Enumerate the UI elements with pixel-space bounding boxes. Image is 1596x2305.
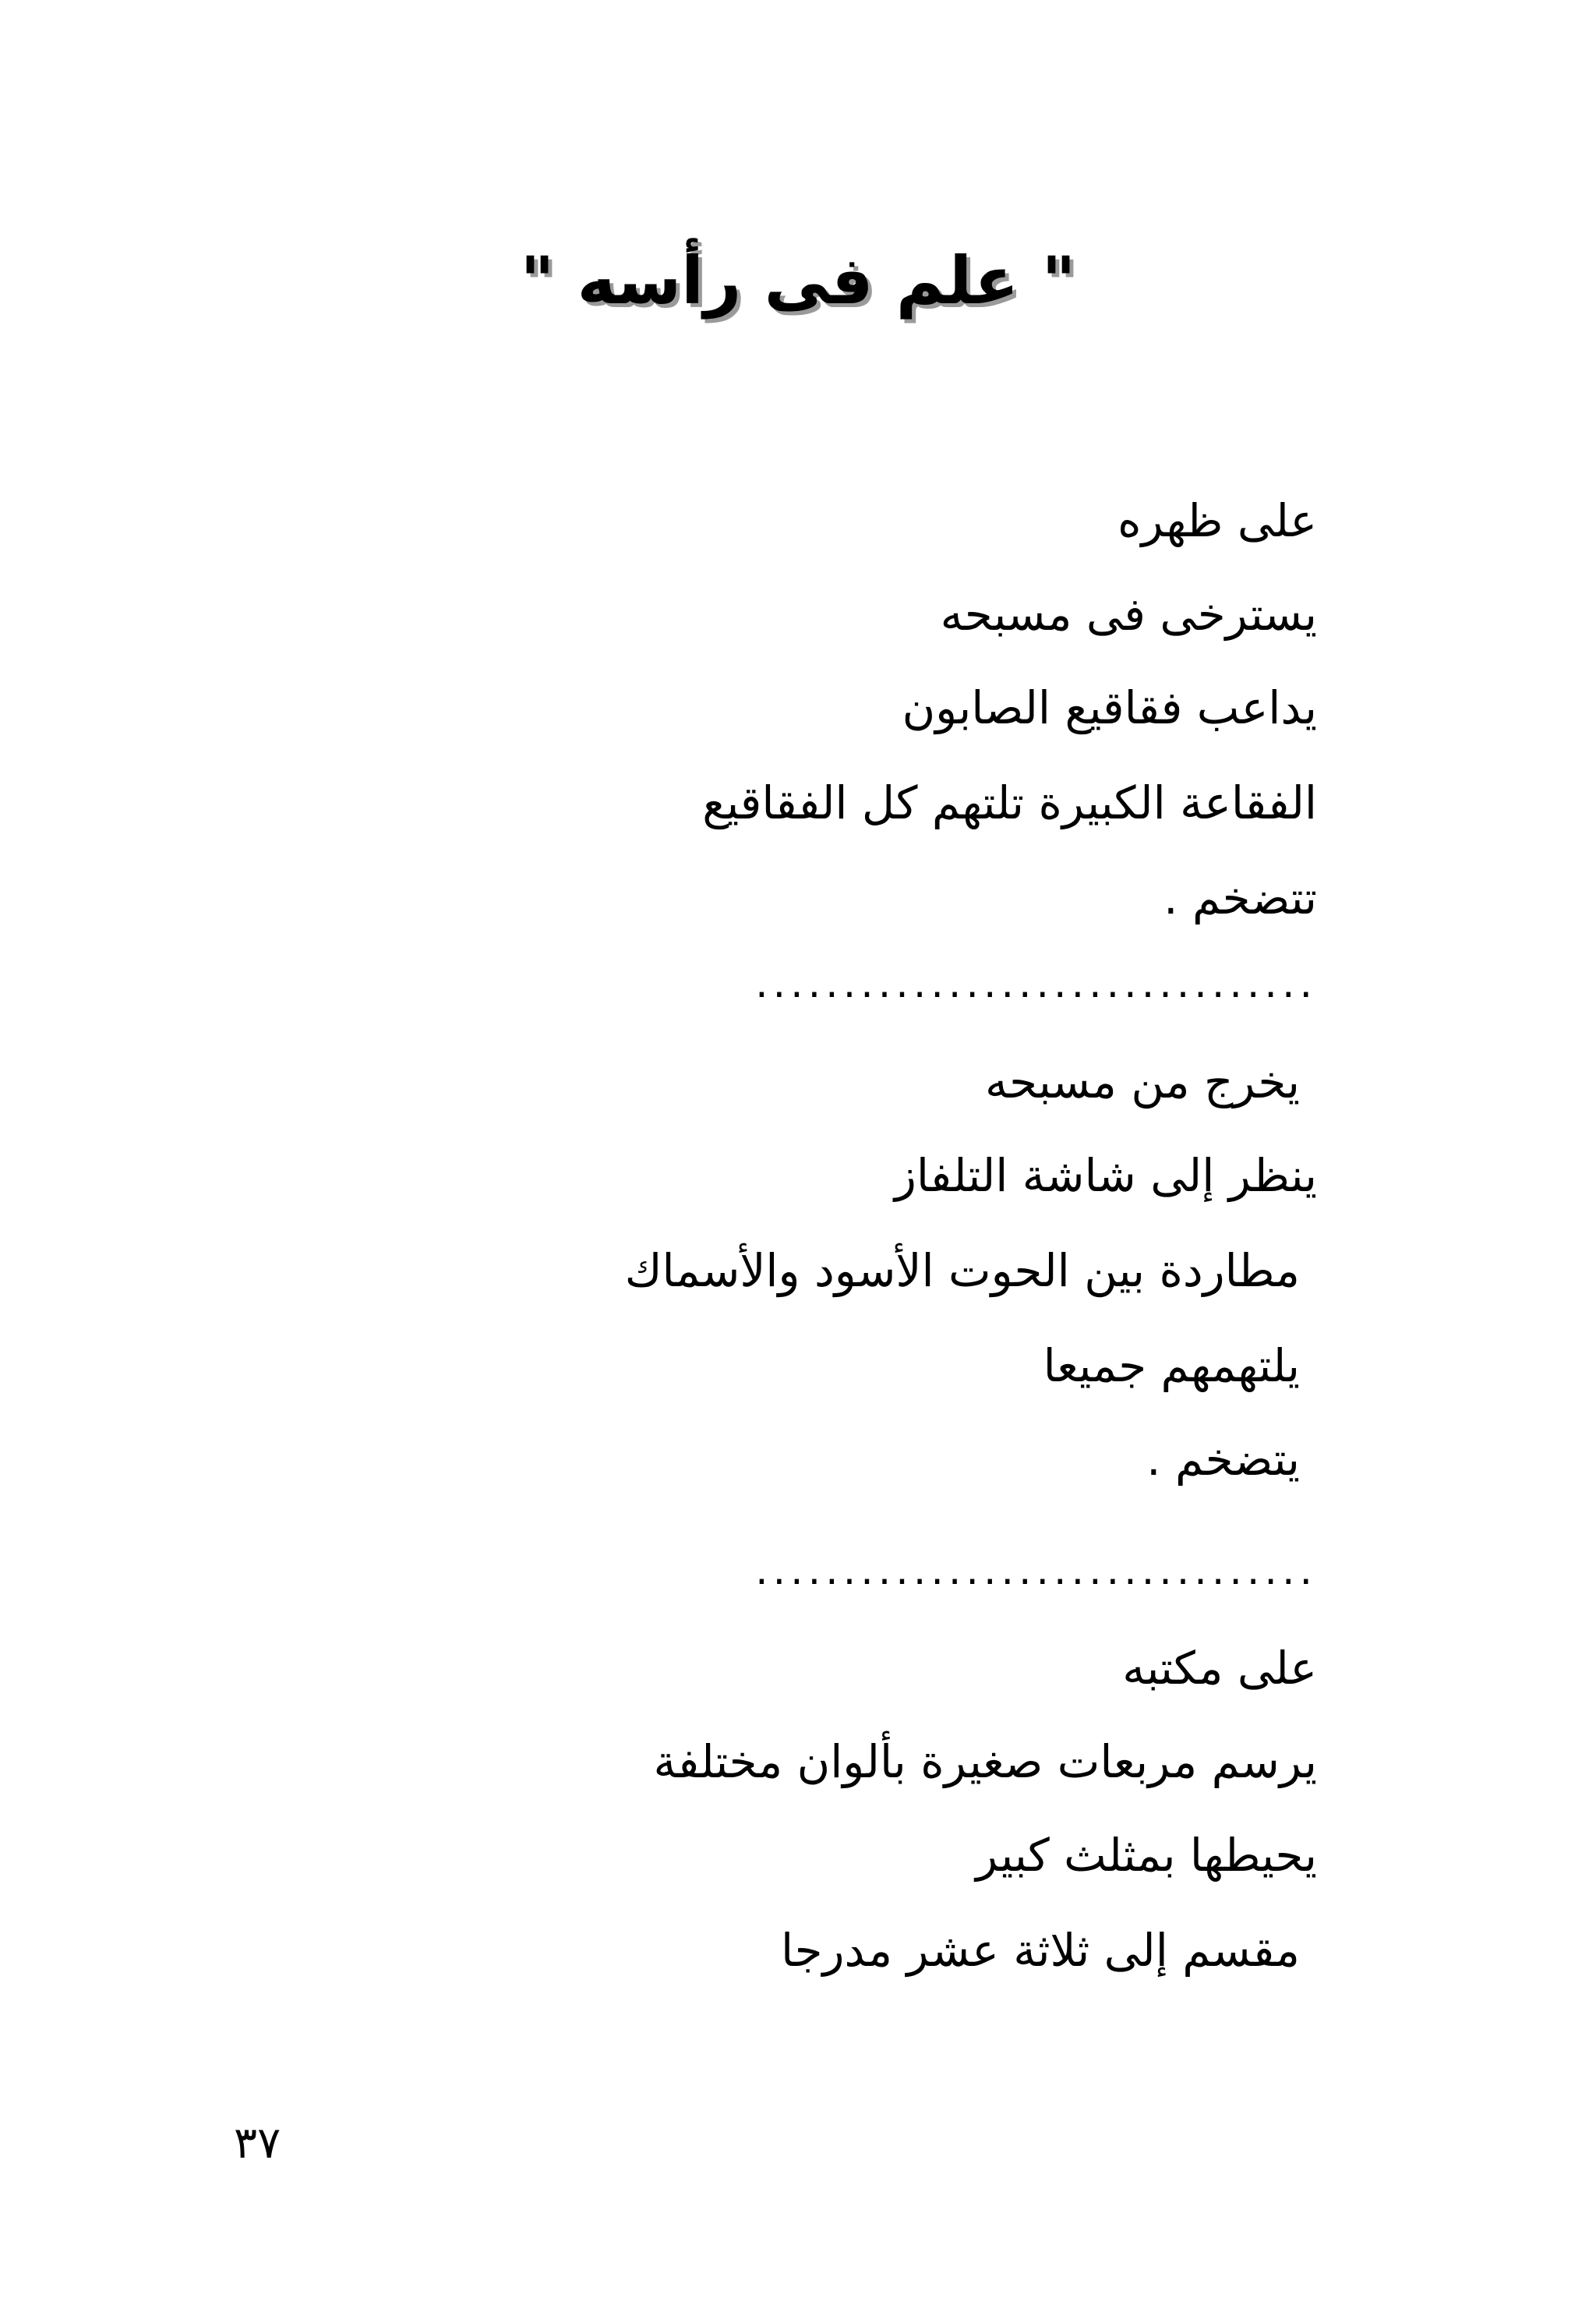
poem-line: ينظر إلى شاشة التلفاز bbox=[894, 1149, 1317, 1202]
stanza-separator: ................................ bbox=[755, 1547, 1317, 1594]
stanza-separator: ................................ bbox=[755, 960, 1317, 1007]
poem-line: يحيطها بمثلث كبير bbox=[976, 1829, 1317, 1882]
poem-line: تتضخم . bbox=[1163, 871, 1317, 924]
poem-line: على مكتبه bbox=[1122, 1642, 1317, 1695]
poem-line: يتضخم . bbox=[1146, 1433, 1300, 1486]
poem-line: يخرج من مسبحه bbox=[985, 1055, 1300, 1108]
poem-title: " علم فى رأسه " bbox=[520, 242, 1076, 319]
poem-line: مطاردة بين الحوت الأسود والأسماك bbox=[624, 1244, 1300, 1297]
poem-line: يداعب فقاقيع الصابون bbox=[902, 681, 1317, 734]
poem-line: يلتهمهم جميعا bbox=[1043, 1339, 1300, 1392]
poem-line: الفقاعة الكبيرة تلتهم كل الفقاقيع bbox=[702, 776, 1317, 829]
poem-line: على ظهره bbox=[1118, 494, 1317, 547]
poem-line: مقسم إلى ثلاثة عشر مدرجا bbox=[780, 1924, 1300, 1977]
page-number: ٣٧ bbox=[234, 2118, 281, 2169]
poem-line: يسترخى فى مسبحه bbox=[940, 588, 1317, 641]
poem-line: يرسم مربعات صغيرة بألوان مختلفة bbox=[653, 1735, 1317, 1788]
